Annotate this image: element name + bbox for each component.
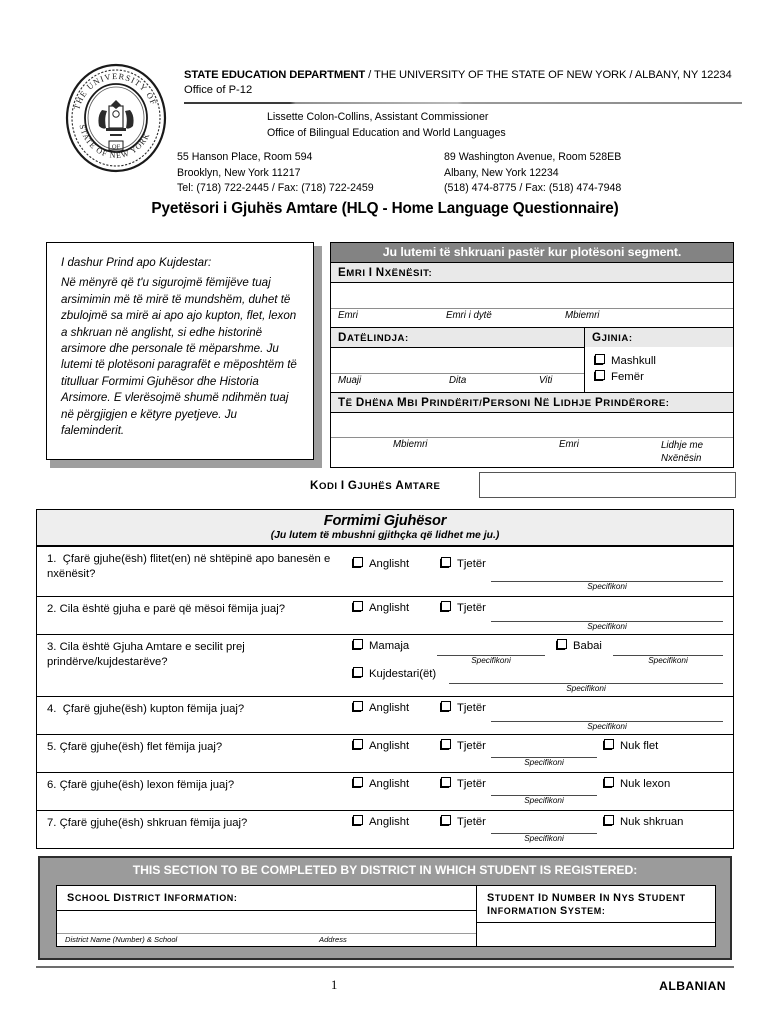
- question-row: [37, 772, 733, 810]
- language-code-label: KODI I GJUHËS AMTARE: [310, 479, 441, 492]
- question-4-label: Çfarë gjuhe(ësh) kupton fëmija juaj?: [62, 703, 245, 715]
- gender-option-male[interactable]: [595, 353, 733, 369]
- checkbox-icon[interactable]: [595, 354, 605, 364]
- q6-option-other[interactable]: [441, 777, 486, 790]
- checkbox-icon[interactable]: [353, 557, 363, 567]
- department-line: [184, 68, 742, 82]
- checkbox-icon[interactable]: [353, 777, 363, 787]
- sub-address: Address: [319, 934, 347, 944]
- checkbox-icon[interactable]: [353, 701, 363, 711]
- question-7-label: Çfarë gjuhe(ësh) shkruan fëmija juaj?: [59, 817, 248, 829]
- question-row: [37, 696, 733, 734]
- language-code-input[interactable]: [479, 472, 736, 498]
- district-section: [38, 856, 732, 960]
- question-1-number: 1.: [47, 553, 57, 565]
- form-section-header: [37, 510, 733, 546]
- gender-label: GJINIA:: [585, 328, 733, 347]
- question-row: [37, 810, 733, 848]
- gender-male-label: Mashkull: [611, 355, 656, 367]
- sub-district-name: District Name (Number) & School: [65, 934, 178, 944]
- question-3-options: [341, 635, 733, 696]
- address-brooklyn: [177, 150, 444, 197]
- question-6-number: 6.: [47, 779, 57, 791]
- q3-father-specify: Specifikoni: [648, 656, 688, 665]
- q4-option-english[interactable]: [353, 701, 409, 714]
- q2-option-english[interactable]: [353, 601, 409, 614]
- checkbox-icon[interactable]: [353, 739, 363, 749]
- question-6-label: Çfarë gjuhe(ësh) lexon fëmija juaj?: [59, 779, 235, 791]
- sub-last-name: Mbiemri: [565, 310, 600, 321]
- q3-option-guardian[interactable]: [353, 667, 436, 680]
- school-district-sublabels: [57, 933, 476, 947]
- form-heading: Formimi Gjuhësor: [323, 513, 447, 529]
- student-name-label: EMRI I NXËNËSIT:: [331, 262, 733, 282]
- letterhead-text: [184, 68, 742, 98]
- question-row: [37, 634, 733, 696]
- student-id-input[interactable]: [477, 922, 715, 947]
- parent-sublabels: [331, 437, 733, 467]
- q5-option-other[interactable]: [441, 739, 486, 752]
- student-name-input[interactable]: [331, 282, 733, 308]
- q7-english-label: Anglisht: [369, 816, 410, 828]
- school-district-block: [57, 886, 477, 946]
- q7-option-english[interactable]: [353, 815, 409, 828]
- brooklyn-phone: Tel: (718) 722-2445 / Fax: (718) 722-2459: [177, 182, 374, 194]
- q6-specify-label: Specifikoni: [524, 796, 564, 805]
- question-2-number: 2.: [47, 603, 57, 615]
- form-subheading: (Ju lutem të mbushni gjithçka që lidhet me ju.): [270, 530, 500, 541]
- dob-gender-row: [331, 327, 733, 392]
- student-info-table: [330, 242, 734, 468]
- q1-english-label: Anglisht: [369, 558, 410, 570]
- sub-year: Viti: [539, 375, 553, 386]
- albany-phone: (518) 474-8775 / Fax: (518) 474-7948: [444, 182, 622, 194]
- q5-other-label: Tjetër: [457, 740, 486, 752]
- q5-option-english[interactable]: [353, 739, 409, 752]
- checkbox-icon[interactable]: [441, 777, 451, 787]
- gender-column: [585, 328, 733, 392]
- question-2-text: [37, 597, 341, 634]
- dob-column: [331, 328, 585, 392]
- question-row: [37, 596, 733, 634]
- q3-father-label: Babai: [573, 640, 602, 652]
- q2-specify-label: Specifikoni: [587, 622, 627, 631]
- q3-mother-label: Mamaja: [369, 640, 410, 652]
- q1-option-other[interactable]: [441, 557, 486, 570]
- question-5-number: 5.: [47, 741, 57, 753]
- q2-english-label: Anglisht: [369, 602, 410, 614]
- sub-day: Dita: [449, 375, 467, 386]
- checkbox-icon[interactable]: [441, 557, 451, 567]
- question-6-options: [341, 773, 733, 810]
- write-clearly-banner: Ju lutemi të shkruani pastër kur plotësoni segment.: [331, 243, 733, 262]
- question-4-text: [37, 697, 341, 734]
- letter-body: Në mënyrë që t'u sigurojmë fëmijëve tuaj arsimimin më të mirë të mundshëm, duhet të zbulojmë sa mirë ai apo ajo kupton, flet, lexon a shkruan në anglisht, si edhe historinë arsimore dhe personale të mëparshme. Ju lutemi të plotësoni paragrafët e mëposhtëm të titulluar Formimi Gjuhësor dhe Historia Arsimore. E vlerësojmë shumë ndihmën tuaj në përgjigjen e këtyre pyetjeve. Ju faleminderit.: [61, 276, 297, 438]
- question-row: [37, 546, 733, 596]
- checkbox-icon[interactable]: [353, 601, 363, 611]
- checkbox-icon[interactable]: [353, 667, 363, 677]
- school-district-input[interactable]: [57, 910, 476, 933]
- district-fields: [56, 885, 716, 947]
- svg-text:OF: OF: [111, 143, 121, 151]
- gender-options: [585, 347, 733, 389]
- question-3-label: Cila është Gjuha Amtare e secilit prej prindërve/kujdestarëve?: [47, 641, 245, 668]
- letter-content: [46, 242, 314, 460]
- page-number: 1: [331, 978, 338, 992]
- student-id-block: [477, 886, 715, 946]
- letter-salutation: I dashur Prind apo Kujdestar:: [61, 256, 212, 269]
- question-row: [37, 734, 733, 772]
- question-3-number: 3.: [47, 641, 57, 653]
- language-label: ALBANIAN: [659, 979, 726, 993]
- question-4-number: 4.: [47, 703, 57, 715]
- albany-street: 89 Washington Avenue, Room 528EB: [444, 151, 622, 163]
- question-6-text: [37, 773, 341, 810]
- question-4-options: [341, 697, 733, 734]
- department-bold: STATE EDUCATION DEPARTMENT: [184, 69, 366, 81]
- commissioner-block: [267, 110, 737, 141]
- question-7-number: 7.: [47, 817, 57, 829]
- q4-option-other[interactable]: [441, 701, 486, 714]
- question-3-text: [37, 635, 341, 696]
- q1-option-english[interactable]: [353, 557, 409, 570]
- q5-english-label: Anglisht: [369, 740, 410, 752]
- q1-other-label: Tjetër: [457, 558, 486, 570]
- sub-middle-name: Emri i dytë: [446, 310, 492, 321]
- checkbox-icon[interactable]: [557, 639, 567, 649]
- department-rest: / THE UNIVERSITY OF THE STATE OF NEW YORK / ALBANY, NY 12234: [365, 69, 732, 81]
- student-name-sublabels: [331, 308, 733, 327]
- q6-english-label: Anglisht: [369, 778, 410, 790]
- question-7-options: [341, 811, 733, 848]
- sub-parent-first: Emri: [559, 439, 579, 450]
- question-1-options: [341, 547, 733, 596]
- address-block: [177, 150, 742, 197]
- question-7-text: [37, 811, 341, 848]
- sub-parent-last: Mbiemri: [393, 439, 428, 450]
- q3-guardian-label: Kujdestari(ët): [369, 668, 437, 680]
- nys-seal-icon: [62, 62, 170, 174]
- dob-input[interactable]: [331, 347, 584, 373]
- question-2-options: [341, 597, 733, 634]
- sub-relationship: Lidhje me Nxënësin: [661, 440, 704, 464]
- q3-guardian-specify: Specifikoni: [566, 684, 606, 693]
- checkbox-icon[interactable]: [353, 815, 363, 825]
- question-5-options: [341, 735, 733, 772]
- checkbox-icon[interactable]: [604, 815, 614, 825]
- q3-option-mother[interactable]: [353, 639, 409, 652]
- q7-option-does-not-write[interactable]: [604, 815, 683, 828]
- q6-other-label: Tjetër: [457, 778, 486, 790]
- svg-text:THE UNIVERSITY OF: THE UNIVERSITY OF: [72, 71, 159, 111]
- question-2-label: Cila është gjuha e parë që mësoi fëmija juaj?: [59, 603, 286, 615]
- checkbox-icon[interactable]: [353, 639, 363, 649]
- q4-english-label: Anglisht: [369, 702, 410, 714]
- dob-label: DATËLINDJA:: [331, 328, 584, 347]
- q5-option-does-not-speak[interactable]: [604, 739, 658, 752]
- footer-divider: [36, 966, 734, 968]
- albany-city: Albany, New York 12234: [444, 166, 559, 179]
- q6-negative-label: Nuk lexon: [620, 778, 671, 790]
- sub-month: Muaji: [338, 375, 362, 386]
- checkbox-icon[interactable]: [595, 370, 605, 380]
- q4-specify-label: Specifikoni: [587, 722, 627, 731]
- checkbox-icon[interactable]: [441, 601, 451, 611]
- q7-other-label: Tjetër: [457, 816, 486, 828]
- checkbox-icon[interactable]: [604, 739, 614, 749]
- sub-first-name: Emri: [338, 310, 358, 321]
- commissioner-name: Lissette Colon-Collins, Assistant Commissioner: [267, 111, 489, 123]
- q1-specify-label: Specifikoni: [587, 582, 627, 591]
- svg-text:STATE OF NEW YORK: STATE OF NEW YORK: [77, 123, 152, 161]
- question-5-text: [37, 735, 341, 772]
- q2-other-label: Tjetër: [457, 602, 486, 614]
- parent-letter-box: [46, 242, 318, 464]
- dob-sublabels: [331, 373, 584, 392]
- checkbox-icon[interactable]: [441, 701, 451, 711]
- q3-mother-specify: Specifikoni: [471, 656, 511, 665]
- student-id-label: STUDENT ID NUMBER IN NYS STUDENT INFORMATION SYSTEM:: [487, 892, 686, 917]
- q5-negative-label: Nuk flet: [620, 740, 659, 752]
- gender-female-label: Femër: [611, 371, 644, 383]
- bureau-name: Office of Bilingual Education and World Languages: [267, 126, 506, 139]
- checkbox-icon[interactable]: [441, 815, 451, 825]
- question-1-label: Çfarë gjuhe(ësh) flitet(en) në shtëpinë apo banesën e nxënësit?: [47, 553, 331, 580]
- header-divider: [184, 102, 742, 104]
- q7-option-other[interactable]: [441, 815, 486, 828]
- district-section-title: THIS SECTION TO BE COMPLETED BY DISTRICT IN WHICH STUDENT IS REGISTERED:: [132, 863, 638, 877]
- q2-option-other[interactable]: [441, 601, 486, 614]
- q7-specify-label: Specifikoni: [524, 834, 564, 843]
- language-background-section: [36, 509, 734, 849]
- school-district-label: SCHOOL DISTRICT INFORMATION:: [67, 892, 238, 904]
- q6-option-english[interactable]: [353, 777, 409, 790]
- q4-other-label: Tjetër: [457, 702, 486, 714]
- question-1-text: [37, 547, 341, 596]
- parent-info-input[interactable]: [331, 412, 733, 437]
- q6-option-does-not-read[interactable]: [604, 777, 670, 790]
- brooklyn-street: 55 Hanson Place, Room 594: [177, 151, 313, 163]
- gender-option-female[interactable]: [595, 369, 733, 385]
- address-albany: [444, 150, 734, 197]
- checkbox-icon[interactable]: [441, 739, 451, 749]
- q3-option-father[interactable]: [557, 639, 602, 652]
- parent-info-label: TË DHËNA MBI PRINDËRIT/PERSONI NË LIDHJE PRINDËRORE:: [331, 392, 733, 412]
- brooklyn-city: Brooklyn, New York 11217: [177, 166, 301, 179]
- checkbox-icon[interactable]: [604, 777, 614, 787]
- question-5-label: Çfarë gjuhe(ësh) flet fëmija juaj?: [59, 741, 223, 753]
- q7-negative-label: Nuk shkruan: [620, 816, 684, 828]
- q5-specify-label: Specifikoni: [524, 758, 564, 767]
- page-title: Pyetësori i Gjuhës Amtare (HLQ - Home Language Questionnaire): [151, 200, 619, 217]
- office-line: Office of P-12: [184, 84, 253, 96]
